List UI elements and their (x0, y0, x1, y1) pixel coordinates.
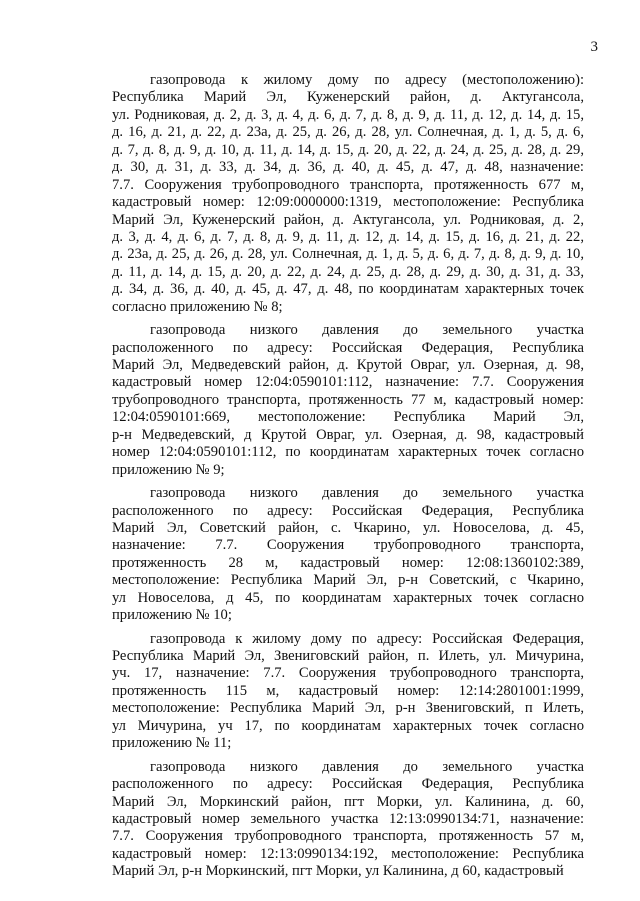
text-line: Республика Марий Эл, Звениговский район, п. Илеть, ул. Мичурина, (112, 648, 584, 664)
text-line: ул Новоселова, д 45, по координатам характерных точек согласно (112, 589, 584, 606)
text-line: Марий Эл, Медведевский район, д. Крутой Овраг, ул. Озерная, д. 98, (112, 357, 584, 373)
text-line: кадастровый номер: 12:13:0990134:192, местоположение: Республика (112, 845, 584, 862)
text-line: газопровода низкого давления до земельного участка (150, 758, 584, 775)
text-line: газопровода низкого давления до земельного участка (150, 485, 584, 502)
document-body (112, 72, 584, 887)
text-line: ул Мичурина, уч 17, по координатам характерных точек согласно (112, 717, 584, 734)
text-line: кадастровый номер: 12:09:0000000:1319, местоположение: Республика (112, 194, 584, 211)
text-line: Республика Марий Эл, Куженерский район, д. Актугансола, (112, 89, 584, 106)
paragraph (112, 759, 584, 881)
paragraph (112, 322, 584, 479)
text-line: согласно приложению № 8; (112, 298, 283, 315)
text-line: приложению № 10; (112, 607, 232, 624)
text-line: уч. 17, назначение: 7.7. Сооружения трубопроводного транспорта, (112, 665, 584, 682)
paragraph (112, 72, 584, 316)
text-line: газопровода к жилому дому по адресу (местоположению): (150, 72, 584, 88)
text-line: д. 7, д. 8, д. 9, д. 10, д. 11, д. 14, д. 15, д. 20, д. 22, д. 24, д. 25, д. 28, д. 29, (112, 141, 584, 158)
text-line: протяженность 28 м, кадастровый номер: 12:08:1360102:389, (112, 554, 584, 571)
text-line: номер 12:04:0590101:112, по координатам характерных точек согласно (112, 444, 584, 461)
text-line: Марий Эл, Куженерский район, д. Актугансола, ул. Родниковая, д. 2, (112, 211, 584, 228)
text-line: Марий Эл, р-н Моркинский, пгт Морки, ул Калинина, д 60, кадастровый (112, 863, 564, 880)
paragraph (112, 485, 584, 625)
text-line: 7.7. Сооружения трубопроводного транспорта, протяженность 677 м, (112, 176, 584, 193)
text-line: д. 30, д. 31, д. 33, д. 34, д. 36, д. 40, д. 45, д. 47, д. 48, назначение: (112, 159, 584, 176)
text-line: протяженность 115 м, кадастровый номер: 12:14:2801001:1999, (112, 682, 584, 699)
text-line: д. 16, д. 21, д. 22, д. 23а, д. 25, д. 26, д. 28, ул. Солнечная, д. 1, д. 5, д. 6, (112, 124, 584, 141)
text-line: д. 11, д. 14, д. 15, д. 20, д. 22, д. 24, д. 25, д. 28, д. 29, д. 30, д. 31, д. 33, (112, 263, 584, 280)
text-line: расположенного по адресу: Российская Федерация, Республика (112, 502, 584, 519)
text-line: приложению № 9; (112, 461, 225, 478)
text-line: местоположение: Республика Марий Эл, р-н Звениговский, п Илеть, (112, 700, 584, 717)
text-line: Марий Эл, Советский район, с. Чкарино, ул. Новоселова, д. 45, (112, 519, 584, 536)
text-line: 7.7. Сооружения трубопроводного транспорта, протяженность 57 м, (112, 828, 584, 845)
text-line: расположенного по адресу: Российская Федерация, Республика (112, 339, 584, 356)
text-line: расположенного по адресу: Российская Федерация, Республика (112, 776, 584, 793)
text-line: кадастровый номер земельного участка 12:13:0990134:71, назначение: (112, 810, 584, 827)
text-line: трубопроводного транспорта, протяженность 77 м, кадастровый номер: (112, 391, 584, 408)
text-line: газопровода к жилому дому по адресу: Российская Федерация, (150, 630, 584, 647)
text-line: д. 3, д. 4, д. 6, д. 7, д. 8, д. 9, д. 11, д. 12, д. 14, д. 15, д. 16, д. 21, д. 22, (112, 228, 584, 245)
text-line: ул. Родниковая, д. 2, д. 3, д. 4, д. 6, д. 7, д. 8, д. 9, д. 11, д. 12, д. 14, д. 15, (112, 106, 584, 123)
text-line: газопровода низкого давления до земельного участка (150, 322, 584, 339)
text-line: приложению № 11; (112, 735, 232, 752)
text-line: Марий Эл, Моркинский район, пгт Морки, ул. Калинина, д. 60, (112, 793, 584, 810)
text-line: д. 34, д. 36, д. 40, д. 45, д. 47, д. 48, по координатам характерных точек (112, 281, 584, 298)
paragraph (112, 631, 584, 753)
text-line: назначение: 7.7. Сооружения трубопроводного транспорта, (112, 537, 584, 554)
text-line: 12:04:0590101:669, местоположение: Республика Марий Эл, (112, 409, 584, 426)
text-line: д. 23а, д. 25, д. 26, д. 28, ул. Солнечная, д. 1, д. 5, д. 6, д. 7, д. 8, д. 9, д. 10, (112, 246, 584, 263)
text-line: р-н Медведевский, д Крутой Овраг, ул. Озерная, д. 98, кадастровый (112, 426, 584, 443)
text-line: кадастровый номер 12:04:0590101:112, назначение: 7.7. Сооружения (112, 374, 584, 391)
page-number: 3 (590, 39, 598, 55)
text-line: местоположение: Республика Марий Эл, р-н Советский, с Чкарино, (112, 572, 584, 589)
